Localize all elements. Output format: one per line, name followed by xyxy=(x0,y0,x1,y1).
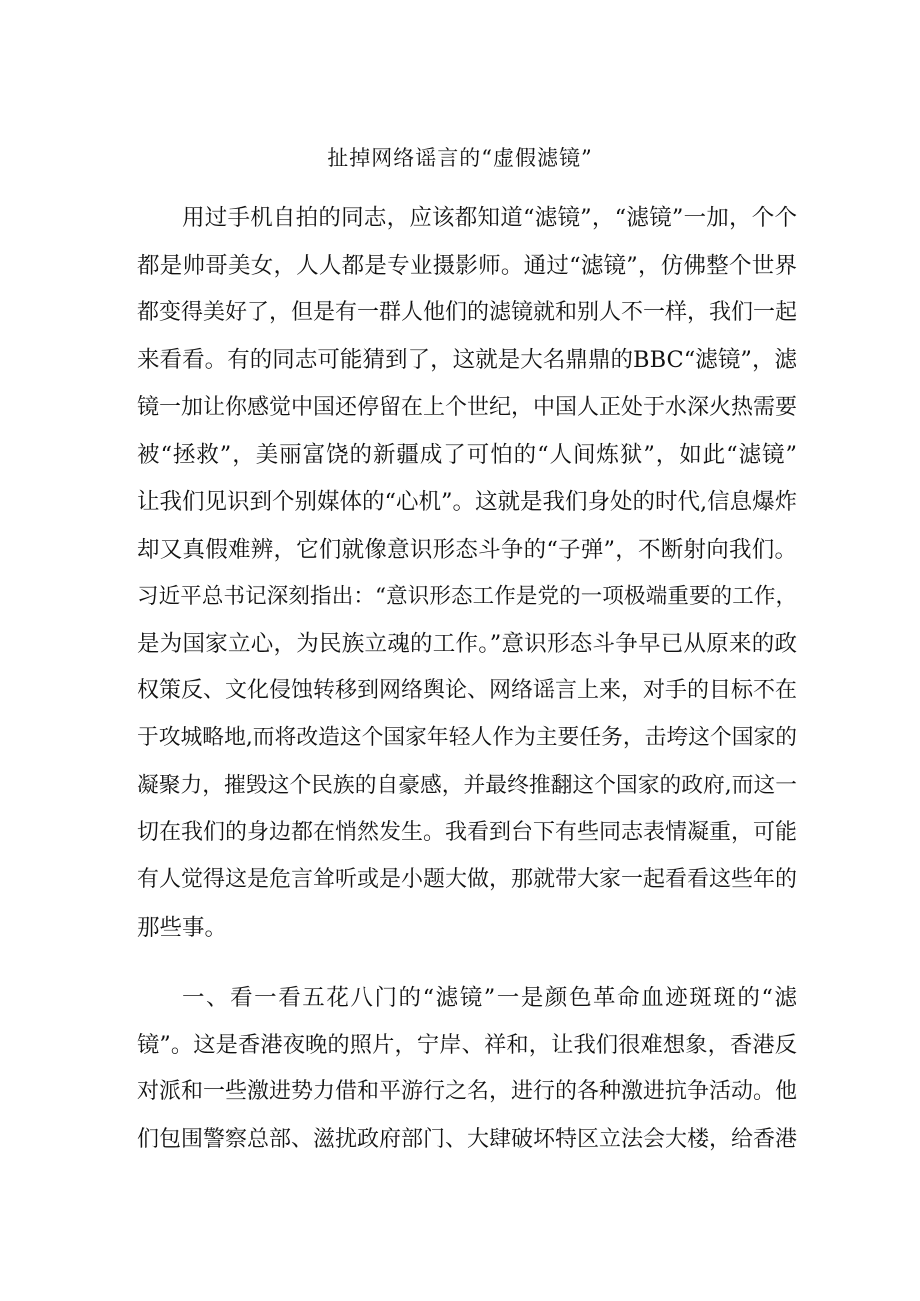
text-line: 都是帅哥美女，人人都是专业摄影师。通过“滤镜”，仿佛整个世界 xyxy=(137,253,797,279)
text-line: 凝聚力，摧毁这个民族的自豪感，并最终推翻这个国家的政府,而这一 xyxy=(137,773,797,798)
text-line: 都变得美好了，但是有一群人他们的滤镜就和别人不一样，我们一起 xyxy=(137,300,798,325)
document-title: 扯掉网络谣言的“虚假滤镜” xyxy=(327,146,593,170)
text-line: 于攻城略地,而将改造这个国家年轻人作为主要任务，击垮这个国家的 xyxy=(137,725,797,750)
text-line: 对派和一些激进势力借和平游行之名，进行的各种激进抗争活动。他 xyxy=(137,1079,798,1104)
text-line: 切在我们的身边都在悄然发生。我看到台下有些同志表情凝重，可能 xyxy=(137,820,798,845)
text-line: 被“拯救”，美丽富饶的新疆成了可怕的“人间炼狱”，如此“滤镜” xyxy=(137,442,797,468)
text-line: 却又真假难辨，它们就像意识形态斗争的“子弹”，不断射向我们。 xyxy=(137,537,797,563)
text-line: 来看看。有的同志可能猜到了，这就是大名鼎鼎的BBC“滤镜”，滤 xyxy=(137,347,797,373)
text-line: 们包围警察总部、滋扰政府部门、大肆破坏特区立法会大楼，给香港 xyxy=(137,1127,798,1152)
text-line: 用过手机自拍的同志，应该都知道“滤镜”，“滤镜”一加，个个 xyxy=(182,205,797,231)
text-line: 镜”。这是香港夜晚的照片，宁岸、祥和，让我们很难想象，香港反 xyxy=(137,1032,797,1058)
text-line: 有人觉得这是危言耸听或是小题大做，那就带大家一起看看这些年的 xyxy=(137,867,798,892)
text-line: 那些事。 xyxy=(137,915,228,941)
text-line: 镜一加让你感觉中国还停留在上个世纪，中国人正处于水深火热需要 xyxy=(137,395,798,420)
text-line: 习近平总书记深刻指出：“意识形态工作是党的一项极端重要的工作， xyxy=(137,584,797,609)
text-line: 权策反、文化侵蚀转移到网络舆论、网络谣言上来，对手的目标不在 xyxy=(137,678,798,703)
text-line: 一、看一看五花八门的“滤镜”一是颜色革命血迹斑斑的“滤 xyxy=(182,985,797,1011)
text-line: 是为国家立心，为民族立魂的工作。”意识形态斗争早已从原来的政 xyxy=(137,631,797,657)
text-line: 让我们见识到个别媒体的“心机”。这就是我们身处的时代,信息爆炸 xyxy=(137,489,798,515)
